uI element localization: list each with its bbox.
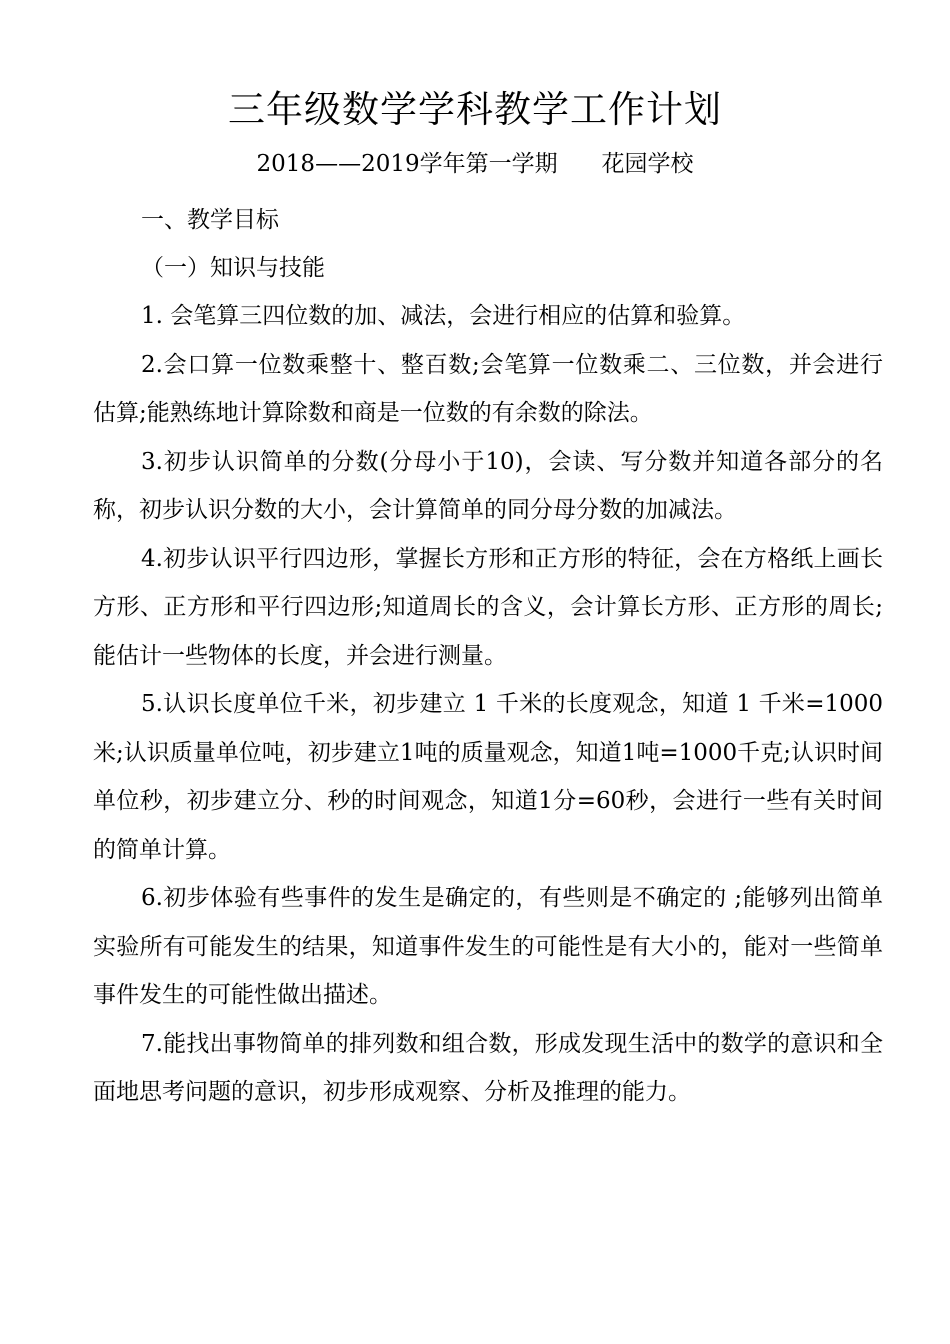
goal-item-3: 3.初步认识简单的分数(分母小于10)，会读、写分数并知道各部分的名称，初步认识分数的大小，会计算简单的同分母分数的加减法。 <box>93 448 883 523</box>
section-heading: 一、教学目标 <box>141 207 279 233</box>
document-title: 三年级数学学科教学工作计划 <box>228 88 722 131</box>
goal-item-1: 1. 会笔算三四位数的加、减法，会进行相应的估算和验算。 <box>141 303 746 329</box>
goal-item-4: 4.初步认识平行四边形，掌握长方形和正方形的特征，会在方格纸上画长方形、正方形和平行四边形;知道周长的含义，会计算长方形、正方形的周长;能估计一些物体的长度，并会进行测量。 <box>93 545 883 669</box>
goal-item-2: 2.会口算一位数乘整十、整百数;会笔算一位数乘二、三位数，并会进行估算;能熟练地计算除数和商是一位数的有余数的除法。 <box>93 351 883 426</box>
document-body <box>93 196 883 1117</box>
goal-item-5: 5.认识长度单位千米，初步建立 1 千米的长度观念，知道 1 千米=1000米;认识质量单位吨，初步建立1吨的质量观念，知道1吨=1000千克;认识时间单位秒，初步建立分、秒的时间观念，知道1分=60秒，会进行一些有关时间的简单计算。 <box>93 691 883 863</box>
section-subheading: （一）知识与技能 <box>141 255 325 281</box>
goal-item-7: 7.能找出事物简单的排列数和组合数，形成发现生活中的数学的意识和全面地思考问题的意识，初步形成观察、分析及推理的能力。 <box>93 1030 883 1105</box>
goal-item-6: 6.初步体验有些事件的发生是确定的，有些则是不确定的 ;能够列出简单实验所有可能发生的结果，知道事件发生的可能性是有大小的，能对一些简单事件发生的可能性做出描述。 <box>93 885 883 1008</box>
document-subtitle: 2018——2019学年第一学期 花园学校 <box>256 151 694 177</box>
